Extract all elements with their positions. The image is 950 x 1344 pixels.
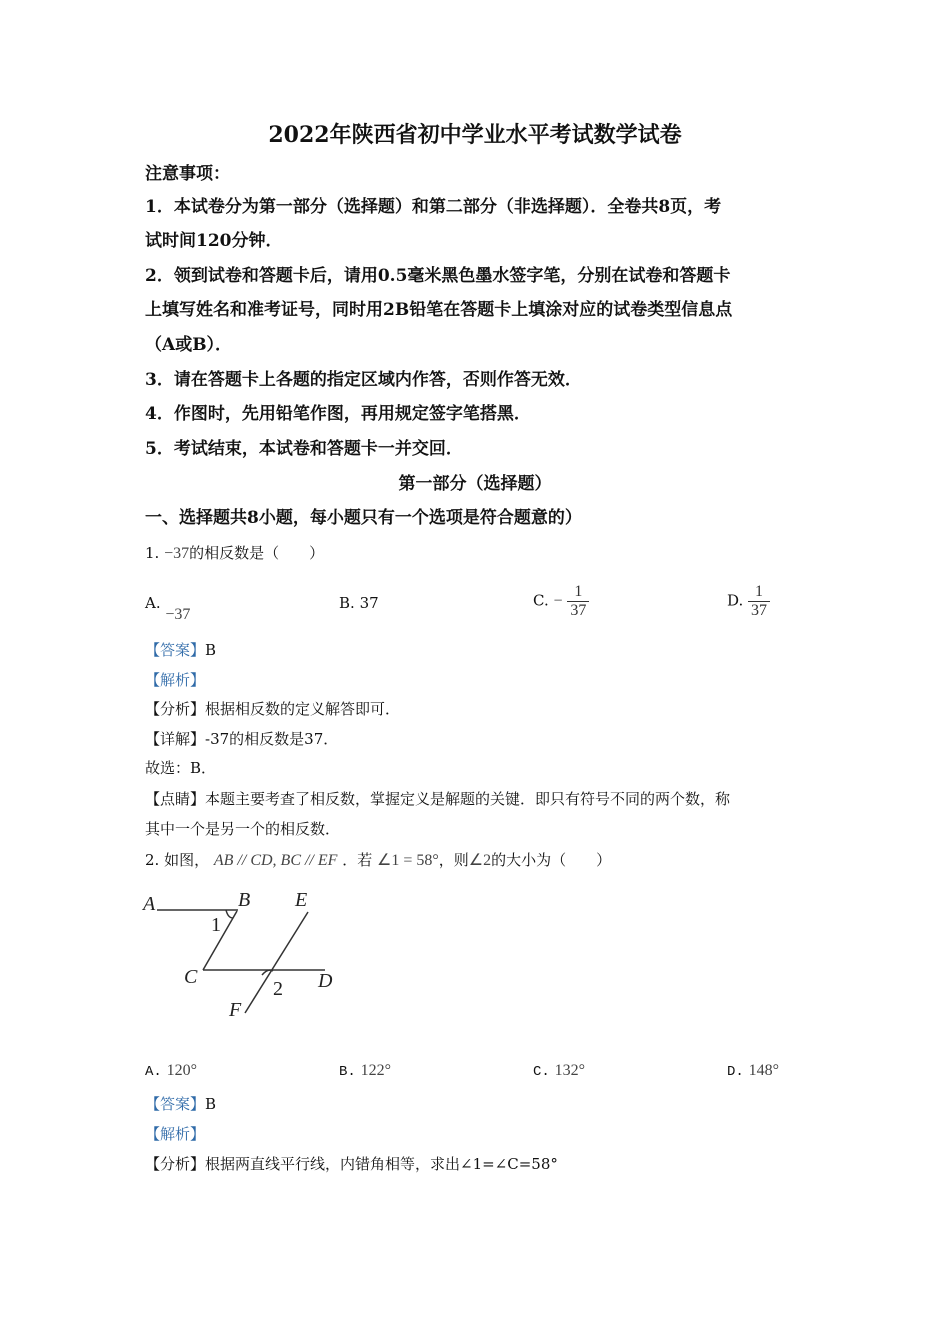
q2-text: 的大小为（ ） <box>491 851 612 869</box>
q2-text: ．若 <box>342 851 373 869</box>
notice-line: 4．作图时，先用铅笔作图，再用规定签字笔搭黑． <box>145 404 531 424</box>
notice-line: 5．考试结束，本试卷和答题卡一并交回． <box>145 439 463 459</box>
q2-fenxi: 【分析】根据两直线平行线，内错角相等，求出∠1=∠C=58° <box>145 1155 558 1173</box>
denominator: 37 <box>751 602 768 619</box>
q2-answer <box>145 1093 216 1115</box>
option-label: D. <box>727 591 744 610</box>
q1-number: 1. <box>145 544 160 562</box>
q2-math: ∠2 <box>468 852 492 869</box>
option-value: 37 <box>359 594 379 612</box>
label-f: F <box>229 999 242 1021</box>
label-c: C <box>184 966 198 988</box>
answer-tag: 【答案】 <box>145 641 206 659</box>
option-value: 120° <box>166 1062 197 1079</box>
option-label: A. <box>145 1064 162 1080</box>
q2-option-d <box>727 1061 779 1080</box>
angle-2-arc <box>262 970 273 975</box>
notice-line: 2．领到试卷和答题卡后，请用0.5毫米黑色墨水签字笔，分别在试卷和答题卡 <box>145 266 731 286</box>
label-d: D <box>318 970 333 992</box>
notice-line: （A或B）． <box>145 335 233 355</box>
answer-value: B <box>205 1095 217 1113</box>
notice-line: 1．本试卷分为第一部分（选择题）和第二部分（非选择题）．全卷共8页，考 <box>145 197 722 217</box>
notice-line: 上填写姓名和准考证号，同时用2B铅笔在答题卡上填涂对应的试卷类型信息点 <box>145 300 733 320</box>
q2-option-b <box>339 1061 391 1080</box>
label-2: 2 <box>273 978 283 1000</box>
notice-heading: 注意事项： <box>145 164 230 184</box>
notice-line: 试时间120分钟． <box>145 231 283 251</box>
q2-number: 2. 如图， <box>145 851 210 869</box>
option-label: C. <box>533 591 549 610</box>
option-value: 148° <box>748 1062 779 1079</box>
option-label: C. <box>533 1064 550 1080</box>
label-b: B <box>238 889 251 911</box>
q1-dianjing: 其中一个是另一个的相反数． <box>145 820 341 838</box>
q2-text: ，则 <box>438 851 469 869</box>
option-value: −37 <box>165 606 191 623</box>
q2-option-a <box>145 1061 197 1080</box>
q1-guxuan: 故选：B． <box>145 759 217 777</box>
option-label: A. <box>145 594 161 612</box>
option-label: B. <box>339 594 355 612</box>
angle-1-arc <box>226 910 233 918</box>
q2-analysis-tag: 【解析】 <box>145 1125 206 1143</box>
option-value: 122° <box>360 1062 391 1079</box>
option-label: B. <box>339 1064 356 1080</box>
label-a: A <box>143 893 156 915</box>
denominator: 37 <box>570 602 587 619</box>
label-1: 1 <box>211 914 221 936</box>
q2-math: AB // CD, BC // EF <box>213 852 338 869</box>
numerator: 1 <box>567 583 589 602</box>
answer-value: B <box>205 641 217 659</box>
option-value: 132° <box>554 1062 585 1079</box>
page-title: 2022年陕西省初中学业水平考试数学试卷 <box>268 122 682 148</box>
notice-line: 3．请在答题卡上各题的指定区域内作答，否则作答无效． <box>145 370 582 390</box>
option-label: D. <box>727 1064 744 1080</box>
option-sign: − <box>553 592 563 610</box>
q1-xiangjie: 【详解】-37的相反数是37． <box>145 730 339 748</box>
part1-title: 第一部分（选择题） <box>398 474 552 494</box>
q1-dianjing: 【点睛】本题主要考查了相反数，掌握定义是解题的关键．即只有符号不同的两个数，称 <box>145 790 731 808</box>
q1-fenxi: 【分析】根据相反数的定义解答即可． <box>145 700 401 718</box>
answer-tag: 【答案】 <box>145 1095 206 1113</box>
q1-stem-text: 的相反数是（ ） <box>189 544 325 562</box>
label-e: E <box>295 889 308 911</box>
numerator: 1 <box>748 583 770 602</box>
q1-analysis-tag: 【解析】 <box>145 671 206 689</box>
q2-math: ∠1 = 58° <box>377 852 439 869</box>
q1-math: −37 <box>164 545 190 562</box>
section1-heading: 一、选择题共8小题，每小题只有一个选项是符合题意的） <box>145 508 582 528</box>
q2-option-c <box>533 1061 585 1080</box>
